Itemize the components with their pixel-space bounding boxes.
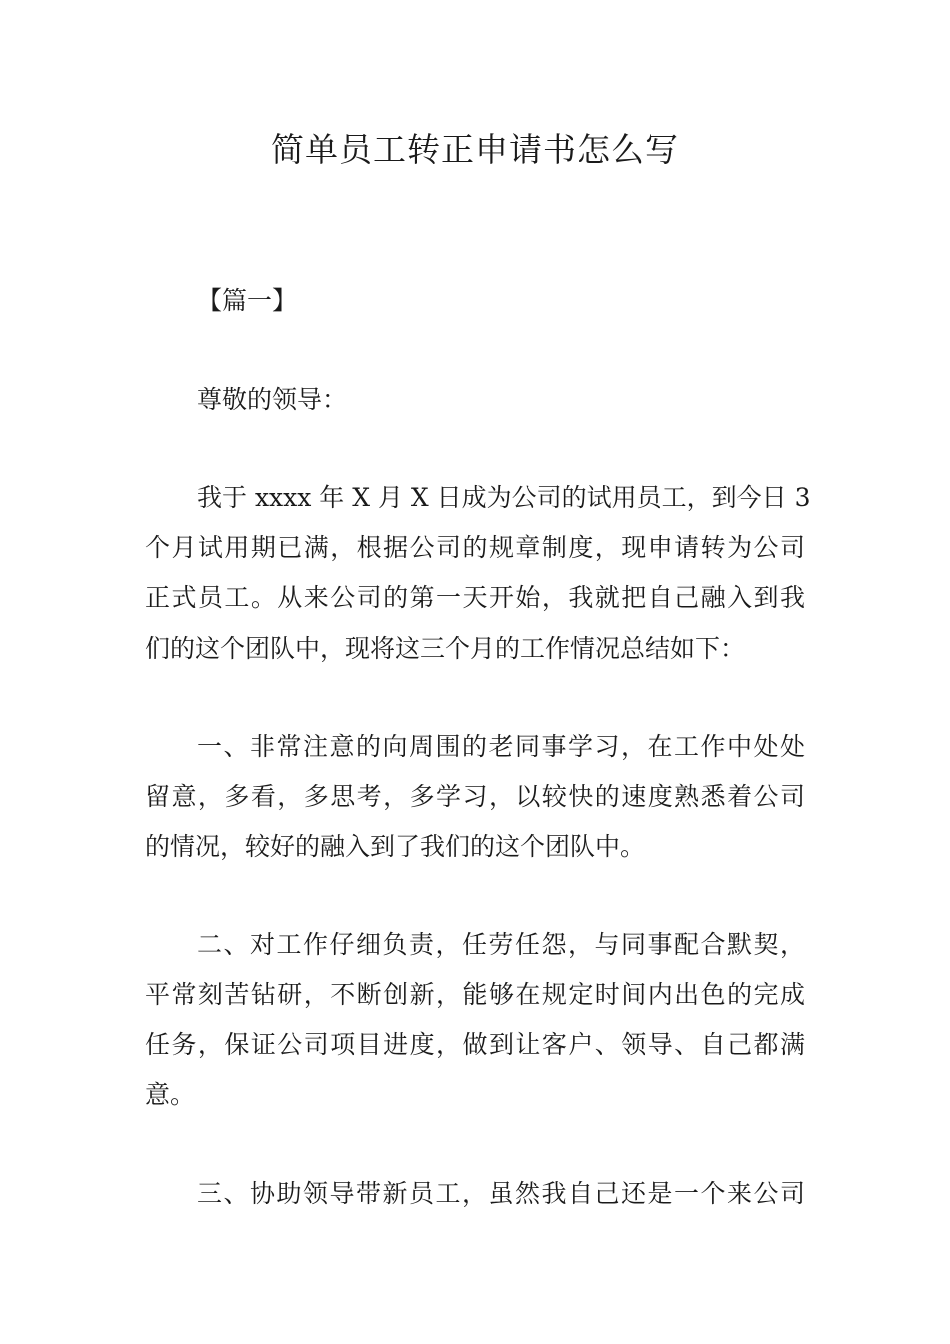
section-label: 【篇一】 bbox=[197, 286, 298, 315]
paragraph-2-line-3: 的情况，较好的融入到了我们的这个团队中。 bbox=[145, 832, 646, 861]
paragraph-1-line-4: 们的这个团队中，现将这三个月的工作情况总结如下： bbox=[145, 634, 746, 663]
paragraph-1-line-3: 正式员工。从来公司的第一天开始，我就把自己融入到我 bbox=[145, 583, 805, 612]
paragraph-3-line-3: 任务，保证公司项目进度，做到让客户、领导、自己都满 bbox=[145, 1030, 805, 1059]
paragraph-3-line-1: 二、对工作仔细负责，任劳任怨，与同事配合默契， bbox=[197, 930, 805, 959]
paragraph-1-line-2: 个月试用期已满，根据公司的规章制度，现申请转为公司 bbox=[145, 533, 805, 562]
salutation: 尊敬的领导： bbox=[197, 385, 348, 414]
paragraph-2-line-1: 一、非常注意的向周围的老同事学习，在工作中处处 bbox=[197, 732, 805, 761]
paragraph-3-line-2: 平常刻苦钻研，不断创新，能够在规定时间内出色的完成 bbox=[145, 980, 805, 1009]
paragraph-2-line-2: 留意，多看，多思考，多学习，以较快的速度熟悉着公司 bbox=[145, 782, 805, 811]
document-title: 简单员工转正申请书怎么写 bbox=[271, 130, 679, 169]
paragraph-1-line-1: 我于 xxxx 年 X 月 X 日成为公司的试用员工，到今日 3 bbox=[197, 483, 811, 512]
paragraph-3-line-4: 意。 bbox=[145, 1080, 196, 1109]
paragraph-4-line-1: 三、协助领导带新员工，虽然我自己还是一个来公司 bbox=[197, 1179, 805, 1208]
